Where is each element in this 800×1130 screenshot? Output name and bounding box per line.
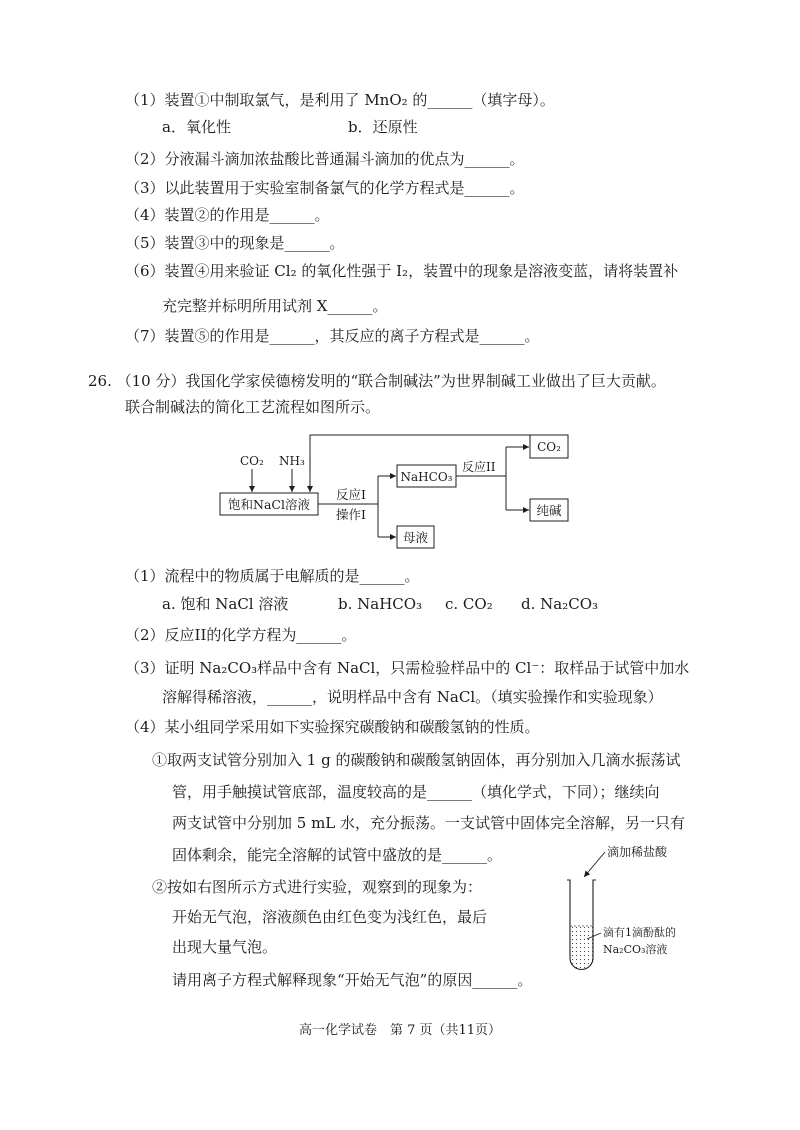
q25-part4: （4）装置②的作用是______。: [125, 206, 330, 224]
solution-label-line2: Na₂CO₃溶液: [603, 943, 668, 956]
co2-product-label: CO₂: [537, 440, 561, 454]
q26-part4-sub2-line2: 开始无气泡，溶液颜色由红色变为浅红色，最后: [172, 908, 488, 926]
soda-ash-label: 纯碱: [536, 503, 562, 518]
dropper-pointer: [584, 852, 605, 877]
q26-part4-sub1-line4: 固体剩余，能完全溶解的试管中盛放的是______。: [172, 846, 503, 864]
q26-part4-sub1-line3: 两支试管中分别加 5 mL 水，充分振荡。一支试管中固体完全溶解，另一只有: [172, 814, 686, 832]
q26-part4-sub2-line3: 出现大量气泡。: [172, 938, 278, 956]
test-tube-figure: [555, 838, 715, 978]
reaction1-label: 反应I: [336, 487, 366, 502]
mother-liquor-label: 母液: [402, 530, 429, 545]
q26-part3-line1: （3）证明 Na₂CO₃样品中含有 NaCl，只需检验样品中的 Cl⁻：取样品于试管中加水: [125, 659, 690, 677]
q25-part7: （7）装置⑤的作用是______，其反应的离子方程式是______。: [125, 327, 540, 345]
q26-part4-sub2-line1: ②按如右图所示方式进行实验，观察到的现象为：: [152, 878, 483, 896]
q25-part1: （1）装置①中制取氯气，是利用了 MnO₂ 的______（填字母）。: [125, 91, 555, 109]
dropper-label: 滴加稀盐酸: [607, 845, 668, 859]
reaction2-label: 反应II: [462, 460, 496, 474]
operation1-label: 操作I: [336, 507, 366, 522]
q25-part1-option-b: b．还原性: [348, 118, 418, 136]
co2-input-label: CO₂: [240, 454, 264, 468]
q26-header: 26. （10 分）我国化学家侯德榜发明的“联合制碱法”为世界制碱工业做出了巨大贡献。: [88, 372, 666, 390]
q26-intro: 联合制碱法的简化工艺流程如图所示。: [125, 398, 381, 416]
sodium-carbonate-solution: [570, 926, 593, 970]
q26-part4-sub1-line1: ①取两支试管分别加入 1 g 的碳酸钠和碳酸氢钠固体，再分别加入几滴水振荡试: [152, 751, 681, 769]
q26-part4: （4）某小组同学采用如下实验探究碳酸钠和碳酸氢钠的性质。: [125, 718, 540, 736]
q26-part1-option-b: b. NaHCO₃: [338, 595, 423, 613]
q25-part3: （3）以此装置用于实验室制备氯气的化学方程式是______。: [125, 179, 525, 197]
q25-part1-option-a: a．氧化性: [162, 118, 231, 136]
q26-part1-option-c: c. CO₂: [445, 595, 493, 613]
q25-part5: （5）装置③中的现象是______。: [125, 234, 345, 252]
nahco3-label: NaHCO₃: [400, 470, 453, 484]
q26-part1-option-a: a. 饱和 NaCl 溶液: [162, 595, 289, 613]
q25-part6-line1: （6）装置④用来验证 Cl₂ 的氧化性强于 I₂，装置中的现象是溶液变蓝，请将装置补: [125, 262, 679, 280]
page-footer: 高一化学试卷 第 7 页（共11页）: [298, 1023, 502, 1038]
q25-part6-line2: 充完整并标明所用试剂 X______。: [162, 297, 388, 315]
solution-label-line1: 滴有1滴酚酞的: [603, 926, 676, 939]
q26-part1-option-d: d. Na₂CO₃: [521, 595, 599, 613]
q26-part2: （2）反应II的化学方程为______。: [125, 626, 357, 644]
nh3-input-label: NH₃: [279, 454, 305, 468]
process-flowchart: [200, 425, 590, 560]
q26-part1: （1）流程中的物质属于电解质的是______。: [125, 567, 420, 585]
q26-part3-line2: 溶解得稀溶液，______，说明样品中含有 NaCl。（填实验操作和实验现象）: [162, 688, 663, 706]
q25-part2: （2）分液漏斗滴加浓盐酸比普通漏斗滴加的优点为______。: [125, 150, 525, 168]
q26-part4-sub1-line2: 管，用手触摸试管底部，温度较高的是______（填化学式，下同）；继续向: [172, 783, 660, 801]
q26-part4-sub2-line4: 请用离子方程式解释现象“开始无气泡”的原因______。: [172, 971, 533, 989]
nacl-solution-label: 饱和NaCl溶液: [228, 497, 310, 512]
